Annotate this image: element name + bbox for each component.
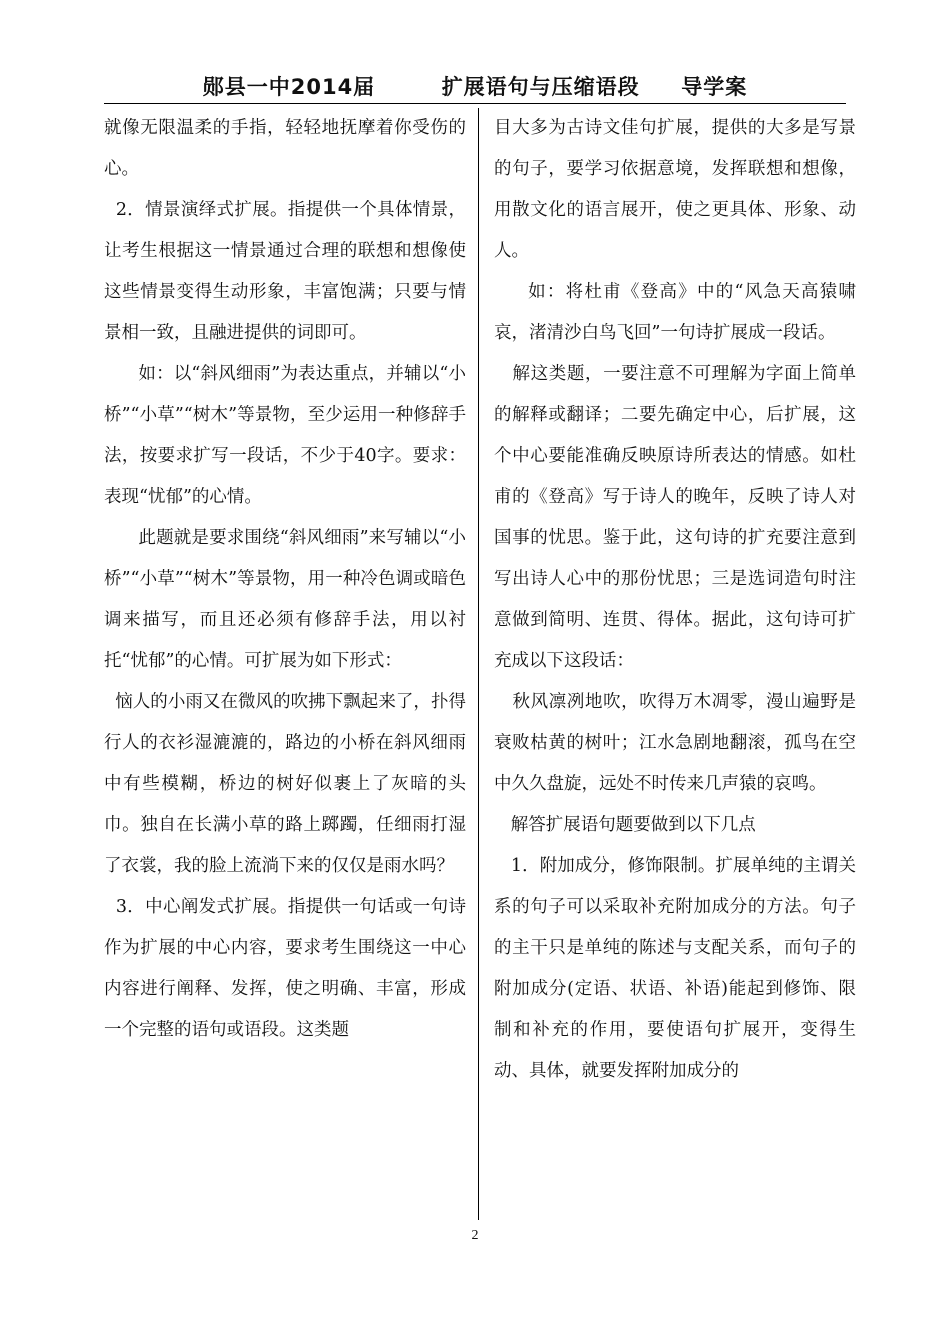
paragraph: 如：将杜甫《登高》中的“风急天高猿啸哀，渚清沙白鸟飞回”一句诗扩展成一段话。: [494, 282, 856, 343]
paragraph: 解答扩展语句题要做到以下几点: [494, 815, 756, 835]
right-column: [494, 108, 856, 1092]
paragraph: 解这类题，一要注意不可理解为字面上简单的解释或翻译；二要先确定中心，后扩展，这个中心要能准确反映原诗所表达的情感。如杜甫的《登高》写于诗人的晚年，反映了诗人对国事的忧思。鉴于此，这句诗的扩充要注意到写出诗人心中的那份忧思；三是选词造句时注意做到简明、连贯、得体。据此，这句诗可扩充成以下这段话：: [494, 364, 856, 671]
header-school: 郧县一中2014届: [202, 75, 376, 99]
paragraph: 3．中心阐发式扩展。指提供一句话或一句诗作为扩展的中心内容，要求考生围绕这一中心内容进行阐释、发挥，使之明确、丰富，形成一个完整的语句或语段。这类题: [104, 897, 466, 1040]
paragraph: 如：以“斜风细雨”为表达重点，并辅以“小桥”“小草”“树木”等景物，至少运用一种修辞手法，按要求扩写一段话，不少于40字。要求：表现“忧郁”的心情。: [104, 364, 466, 507]
paragraph: 2．情景演绎式扩展。指提供一个具体情景，让考生根据这一情景通过合理的联想和想像使这些情景变得生动形象，丰富饱满；只要与情景相一致，且融进提供的词即可。: [104, 200, 466, 343]
paragraph: 此题就是要求围绕“斜风细雨”来写辅以“小桥”“小草”“树木”等景物，用一种冷色调或暗色调来描写，而且还必须有修辞手法，用以衬托“忧郁”的心情。可扩展为如下形式：: [104, 528, 466, 671]
page-header: [104, 72, 846, 104]
header-topic: 扩展语句与压缩语段: [441, 75, 640, 99]
column-divider: [478, 108, 479, 1220]
paragraph: 秋风凛冽地吹，吹得万木凋零，漫山遍野是衰败枯黄的树叶；江水急剧地翻滚，孤鸟在空中久久盘旋，远处不时传来几声猿的哀鸣。: [494, 692, 856, 794]
paragraph: 目大多为古诗文佳句扩展，提供的大多是写景的句子，要学习依据意境，发挥联想和想像，用散文化的语言展开，使之更具体、形象、动人。: [494, 118, 856, 261]
left-column: [104, 108, 466, 1051]
header-doc-type: 导学案: [681, 75, 748, 99]
paragraph: 1．附加成分，修饰限制。扩展单纯的主谓关系的句子可以采取补充附加成分的方法。句子的主干只是单纯的陈述与支配关系，而句子的附加成分(定语、状语、补语)能起到修饰、限制和补充的作用，要使语句扩展开，变得生动、具体，就要发挥附加成分的: [494, 856, 856, 1081]
paragraph: 恼人的小雨又在微风的吹拂下飘起来了，扑得行人的衣衫湿漉漉的，路边的小桥在斜风细雨中有些模糊，桥边的树好似裹上了灰暗的头巾。独自在长满小草的路上踯躅，任细雨打湿了衣裳，我的脸上流淌下来的仅仅是雨水吗？: [104, 692, 466, 876]
paragraph: 就像无限温柔的手指，轻轻地抚摩着你受伤的心。: [104, 118, 466, 179]
page-number: 2: [471, 1228, 479, 1243]
